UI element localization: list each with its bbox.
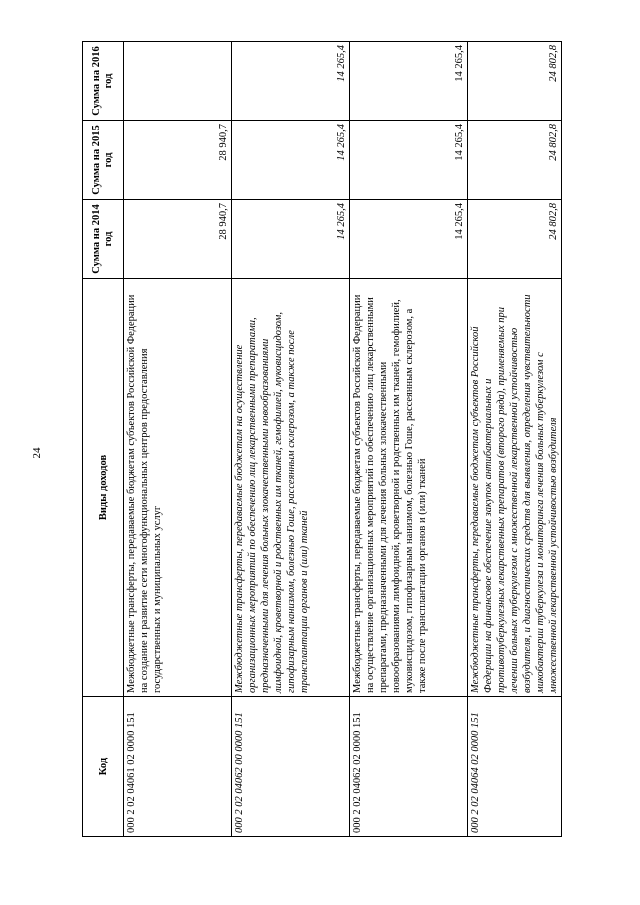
row-code: 000 2 02 04062 00 0000 151 (232, 697, 350, 837)
row-sum-2014: 24 802,8 (468, 200, 562, 279)
budget-table-container (82, 42, 559, 837)
table-row (468, 42, 562, 837)
header-sum-2015: Сумма на 2015 год (83, 121, 124, 200)
row-sum-2015: 14 265,4 (350, 121, 468, 200)
row-code: 000 2 02 04064 02 0000 151 (468, 697, 562, 837)
table-row (124, 42, 232, 837)
table-header-row (83, 42, 124, 837)
row-sum-2016: 14 265,4 (232, 42, 350, 121)
table-row (232, 42, 350, 837)
row-description: Межбюджетные трансферты, передаваемые бюджетам субъектов Российской Федерации на осуществление организационных мероприятий по обеспечению лиц лекарственными препаратами, предназначенными для лечения больных злокачественными новообразованиями лимфоидной, кроветворной и родственных им тканей, гемофилией, муковисцидозом, гипофизарным нанизмом, болезнью Гоше, рассеянным склерозом, а также после трансплантации органов и (или) тканей (350, 279, 468, 697)
table-body (124, 42, 562, 837)
row-code: 000 2 02 04062 02 0000 151 (350, 697, 468, 837)
row-sum-2015: 28 940,7 (124, 121, 232, 200)
header-code: Код (83, 697, 124, 837)
table-row (350, 42, 468, 837)
row-sum-2016 (124, 42, 232, 121)
row-sum-2015: 24 802,8 (468, 121, 562, 200)
row-sum-2015: 14 265,4 (232, 121, 350, 200)
row-sum-2014: 28 940,7 (124, 200, 232, 279)
row-description: Межбюджетные трансферты, передаваемые бюджетам субъектов Российской Федерации на финансовое обеспечение закупок антибактериальных и противотуберкулезных лекарственных препаратов (второго ряда), применяемых при лечении больных туберкулезом с множественной лекарственной устойчивостью возбудителя, и диагностических средств для выявления, определения чувствительности микобактерии туберкулеза и мониторинга лечения больных туберкулезом с множественной лекарственной устойчивостью возбудителя (468, 279, 562, 697)
header-revenue-type: Виды доходов (83, 279, 124, 697)
row-description: Межбюджетные трансферты, передаваемые бюджетам субъектов Российской Федерации на создание и развитие сети многофункциональных центров предоставления государственных и муниципальных услуг (124, 279, 232, 697)
row-description: Межбюджетные трансферты, передаваемые бюджетам на осуществление организационных мероприятий по обеспечению лиц лекарственными препаратами, предназначенными для лечения больных злокачественными новообразованиями лимфоидной, кроветворной и родственных им тканей, гемофилией, муковисцидозом, гипофизарным нанизмом, болезнью Гоше, рассеянным склерозом, а также после трансплантации органов и (или) тканей (232, 279, 350, 697)
header-sum-2016: Сумма на 2016 год (83, 42, 124, 121)
row-sum-2016: 14 265,4 (350, 42, 468, 121)
header-sum-2014: Сумма на 2014 год (83, 200, 124, 279)
page-number: 24 (31, 447, 43, 459)
row-sum-2014: 14 265,4 (232, 200, 350, 279)
budget-revenue-table (82, 41, 562, 837)
row-sum-2016: 24 802,8 (468, 42, 562, 121)
row-sum-2014: 14 265,4 (350, 200, 468, 279)
row-code: 000 2 02 04061 02 0000 151 (124, 697, 232, 837)
